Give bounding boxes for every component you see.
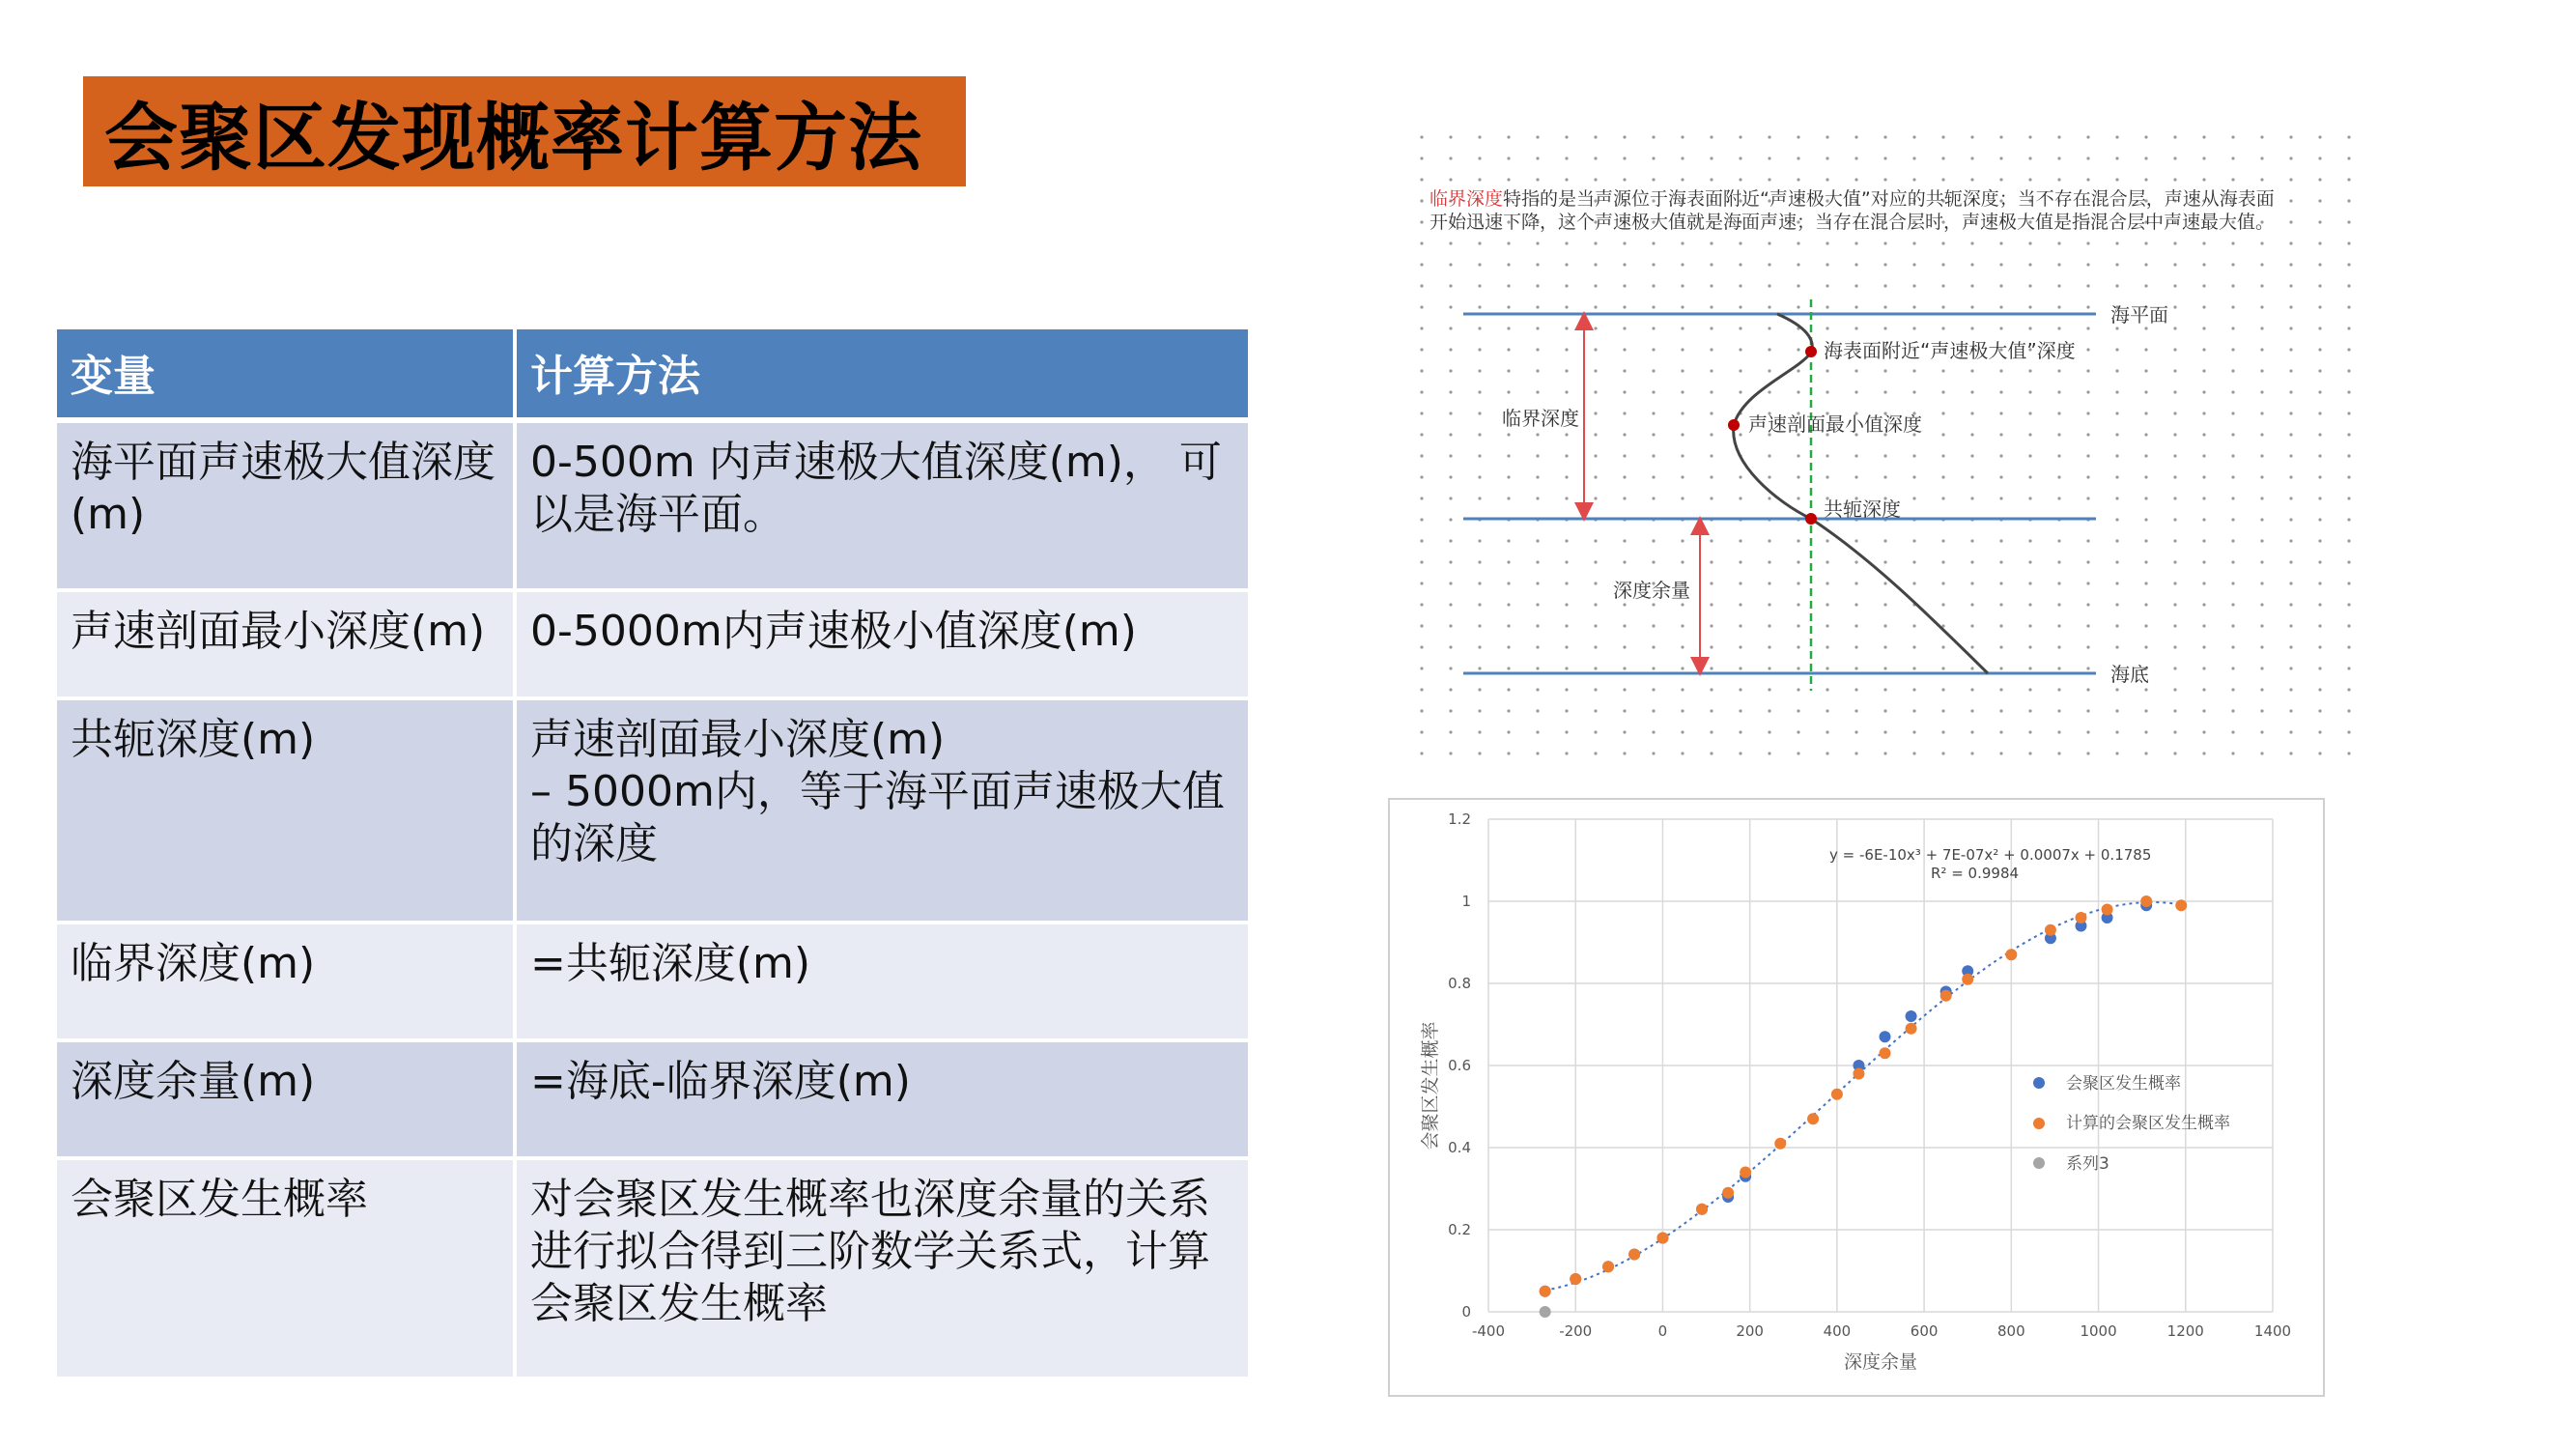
data-point-series2 xyxy=(1807,1113,1819,1124)
y-axis-label: 会聚区发生概率 xyxy=(1420,1021,1441,1151)
data-point-series3 xyxy=(1540,1306,1551,1318)
label-depth-excess: 深度余量 xyxy=(1613,579,1690,602)
trendline xyxy=(1545,902,2186,1291)
variable-cell: 海平面声速极大值深度(m) xyxy=(57,420,515,590)
method-cell: =海底-临界深度(m) xyxy=(515,1040,1250,1158)
x-tick-label: 1000 xyxy=(2080,1322,2117,1340)
x-tick-label: -200 xyxy=(1559,1322,1593,1340)
table-row xyxy=(57,590,1250,698)
label-conjugate: 共轭深度 xyxy=(1824,497,1901,521)
legend-label-series3: 系列3 xyxy=(2066,1154,2109,1174)
legend xyxy=(2033,1073,2230,1174)
table-row xyxy=(57,698,1250,923)
x-tick-label: 200 xyxy=(1736,1322,1764,1340)
x-tick-label: 400 xyxy=(1823,1322,1852,1340)
y-tick-label: 0.2 xyxy=(1448,1221,1471,1238)
legend-label-series1: 会聚区发生概率 xyxy=(2066,1074,2181,1094)
y-tick-label: 0.8 xyxy=(1448,975,1471,992)
surface-max-point xyxy=(1805,346,1817,357)
legend-marker-series1 xyxy=(2033,1077,2045,1089)
data-point-series2 xyxy=(2102,904,2113,916)
y-tick-label: 0 xyxy=(1461,1303,1471,1321)
data-point-series2 xyxy=(2045,924,2056,936)
data-point-series2 xyxy=(1906,1023,1917,1035)
variable-cell: 会聚区发生概率 xyxy=(57,1158,515,1378)
label-sea-surface: 海平面 xyxy=(2110,303,2168,327)
data-point-series2 xyxy=(1722,1187,1734,1199)
x-tick-label: 1200 xyxy=(2166,1322,2204,1340)
x-tick-labels xyxy=(1472,1322,2291,1340)
data-point-series1 xyxy=(1906,1010,1917,1022)
probability-chart-frame xyxy=(1388,798,2325,1397)
label-critical-depth: 临界深度 xyxy=(1502,407,1579,430)
method-cell: 声速剖面最小深度(m) – 5000m内，等于海平面声速极大值的深度 xyxy=(515,698,1250,923)
data-point-series2 xyxy=(2005,949,2017,960)
data-point-series2 xyxy=(1570,1273,1581,1285)
method-cell: 0-500m 内声速极大值深度(m)， 可以是海平面。 xyxy=(515,420,1250,590)
x-tick-label: 0 xyxy=(1657,1322,1668,1340)
header-variable: 变量 xyxy=(57,329,515,420)
table-row xyxy=(57,420,1250,590)
y-tick-label: 0.4 xyxy=(1448,1139,1471,1156)
variable-cell: 共轭深度(m) xyxy=(57,698,515,923)
x-tick-label: 1400 xyxy=(2253,1322,2292,1340)
label-min-depth: 声速剖面最小值深度 xyxy=(1748,412,1922,436)
title-banner xyxy=(83,76,966,186)
min-depth-point xyxy=(1728,419,1740,431)
diagram-note-line2: 开始迅速下降，这个声速极大值就是海面声速；当存在混合层时，声速极大值是指混合层中声速最大值。 xyxy=(1430,212,2275,233)
data-point-series2 xyxy=(1853,1068,1864,1080)
table-row xyxy=(57,923,1250,1040)
x-tick-label: 800 xyxy=(1997,1322,2025,1340)
data-point-series2 xyxy=(1602,1261,1614,1272)
label-surface-max: 海表面附近“声速极大值”深度 xyxy=(1824,339,2076,362)
data-point-series2 xyxy=(1962,974,1973,985)
data-points xyxy=(1540,895,2188,1318)
label-seabed: 海底 xyxy=(2110,663,2149,686)
method-cell: 对会聚区发生概率也深度余量的关系进行拟合得到三阶数学关系式，计算会聚区发生概率 xyxy=(515,1158,1250,1378)
table-row xyxy=(57,1158,1250,1378)
x-axis-label: 深度余量 xyxy=(1843,1351,1918,1373)
data-point-series2 xyxy=(1774,1138,1786,1150)
header-method: 计算方法 xyxy=(515,329,1250,420)
data-point-series2 xyxy=(1628,1249,1640,1261)
method-cell: 0-5000m内声速极小值深度(m) xyxy=(515,590,1250,698)
y-tick-label: 1 xyxy=(1461,893,1471,910)
legend-label-series2: 计算的会聚区发生概率 xyxy=(2066,1114,2230,1133)
variable-cell: 深度余量(m) xyxy=(57,1040,515,1158)
data-point-series1 xyxy=(1880,1031,1891,1042)
chart-gridlines xyxy=(1488,819,2273,1312)
data-point-series2 xyxy=(2076,912,2087,923)
data-point-series2 xyxy=(2175,899,2187,911)
variable-cell: 临界深度(m) xyxy=(57,923,515,1040)
data-point-series2 xyxy=(1740,1167,1751,1179)
data-point-series2 xyxy=(1880,1047,1891,1059)
trend-r2: R² = 0.9984 xyxy=(1931,865,2020,882)
data-point-series2 xyxy=(2140,895,2152,907)
y-tick-label: 0.6 xyxy=(1448,1057,1471,1074)
data-point-series2 xyxy=(1656,1233,1668,1244)
legend-marker-series2 xyxy=(2033,1118,2045,1129)
method-cell: =共轭深度(m) xyxy=(515,923,1250,1040)
conjugate-point xyxy=(1805,513,1817,525)
table-row xyxy=(57,1040,1250,1158)
data-point-series2 xyxy=(1831,1089,1843,1100)
trend-equation: y = -6E-10x³ + 7E-07x² + 0.0007x + 0.1785 xyxy=(1829,846,2152,864)
table-header-row xyxy=(57,329,1250,420)
page-title: 会聚区发现概率计算方法 xyxy=(104,94,922,181)
y-tick-labels xyxy=(1448,810,1471,1321)
variables-table xyxy=(57,329,1252,1380)
data-point-series2 xyxy=(1696,1204,1708,1215)
sound-speed-diagram xyxy=(1391,135,2364,758)
data-point-series2 xyxy=(1540,1286,1551,1297)
probability-chart xyxy=(1390,800,2323,1395)
y-tick-label: 1.2 xyxy=(1448,810,1471,828)
legend-marker-series3 xyxy=(2033,1157,2045,1169)
variable-cell: 声速剖面最小深度(m) xyxy=(57,590,515,698)
x-tick-label: 600 xyxy=(1910,1322,1939,1340)
data-point-series2 xyxy=(1940,990,1952,1002)
diagram-note-line1: 临界深度特指的是当声源位于海表面附近“声速极大值”对应的共轭深度；当不存在混合层，声速从海表面 xyxy=(1430,188,2275,210)
x-tick-label: -400 xyxy=(1471,1322,1506,1340)
